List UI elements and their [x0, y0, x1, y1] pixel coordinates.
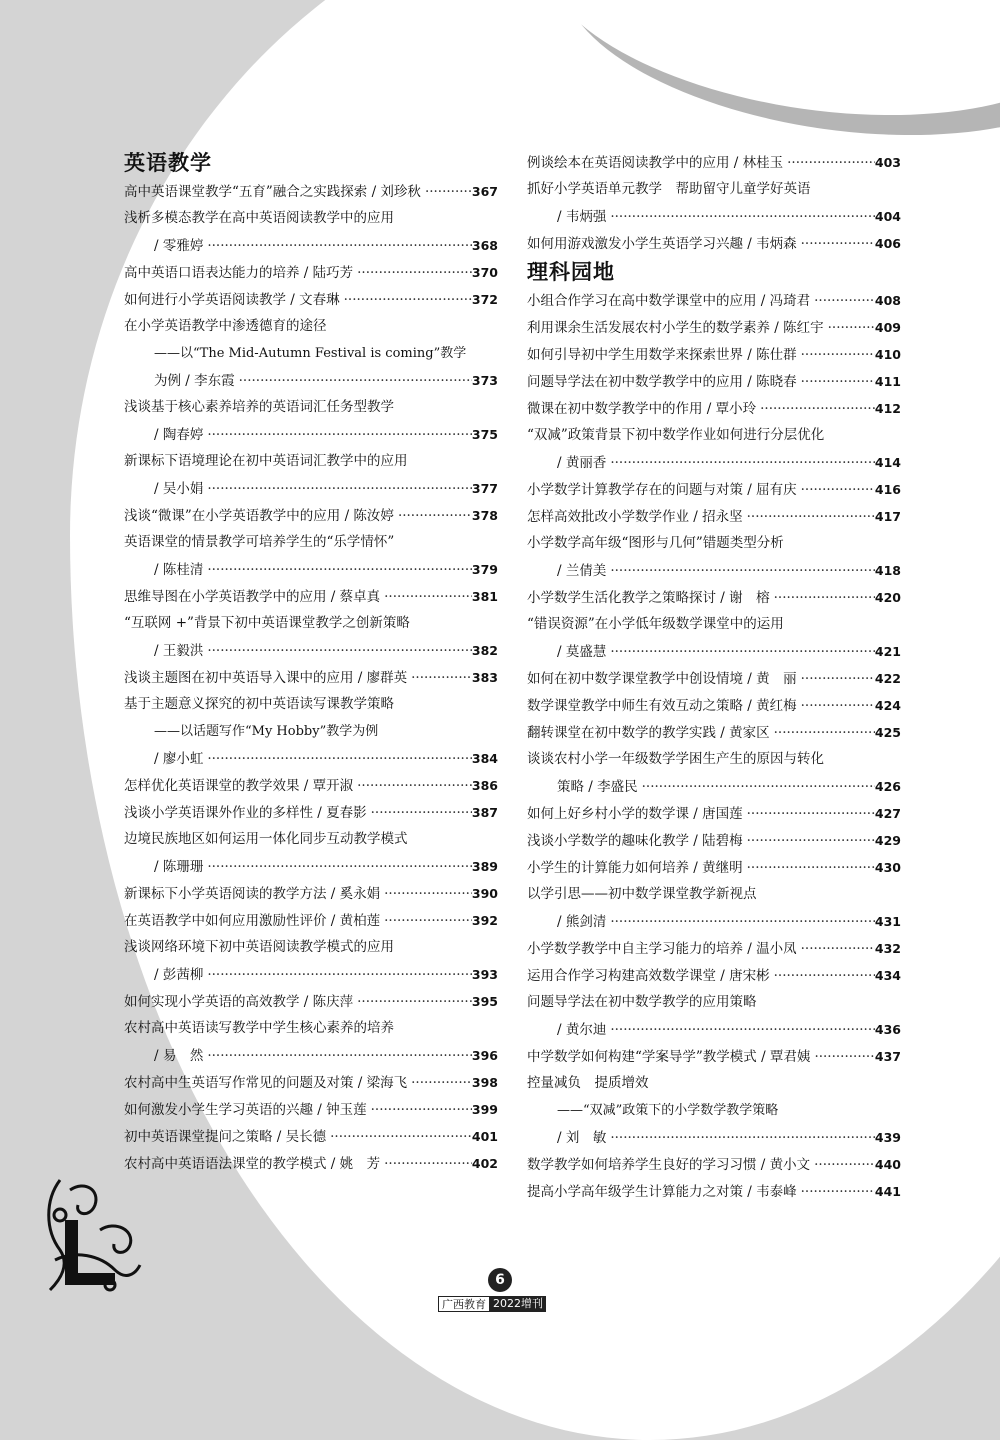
toc-page-number: 425	[874, 725, 901, 740]
toc-page-number: 408	[874, 293, 901, 308]
toc-entry	[124, 1096, 498, 1123]
toc-entry-author: / 兰倩美	[557, 563, 607, 579]
toc-entry-title: 小学数学计算教学存在的问题与对策 / 屈有庆	[527, 482, 797, 498]
toc-entry	[124, 988, 498, 1015]
corner-ornament-icon	[40, 1170, 150, 1300]
toc-entry-title: 浅析多模态教学在高中英语阅读教学中的应用	[124, 210, 394, 226]
dot-leader	[380, 881, 472, 908]
dot-leader	[380, 908, 472, 935]
toc-entry-title: 思维导图在小学英语教学中的应用 / 蔡卓真	[124, 589, 381, 605]
toc-entry	[124, 664, 498, 691]
dot-leader	[235, 368, 472, 395]
dot-leader	[810, 1044, 874, 1071]
toc-entry-title: 基于主题意义探究的初中英语读写课教学策略	[124, 696, 394, 712]
toc-entry-title: 浅谈小学英语课外作业的多样性 / 夏春影	[124, 805, 367, 821]
toc-entry	[527, 314, 901, 341]
toc-page-number: 414	[874, 455, 901, 470]
dot-leader	[203, 854, 472, 881]
toc-subtitle: ——“双减”政策下的小学数学教学策略	[557, 1103, 779, 1118]
dot-leader	[407, 1070, 472, 1097]
dot-leader	[353, 773, 472, 800]
dot-leader	[367, 800, 472, 827]
toc-entry	[124, 367, 498, 394]
dot-leader	[353, 260, 472, 287]
toc-entry-author: / 陶春婷	[154, 427, 204, 443]
toc-entry	[527, 230, 901, 257]
toc-entry	[124, 1150, 498, 1177]
toc-page-number: 367	[471, 184, 498, 199]
toc-entry	[527, 368, 901, 395]
toc-entry-author: / 零雅婷	[154, 238, 204, 254]
toc-page-number: 411	[874, 374, 901, 389]
dot-leader	[797, 369, 875, 396]
toc-entry	[124, 286, 498, 313]
toc-page-number: 426	[874, 779, 901, 794]
toc-entry-title: 浅谈网络环境下初中英语阅读教学模式的应用	[124, 939, 394, 955]
toc-entry	[527, 719, 901, 746]
dot-leader	[380, 584, 472, 611]
toc-left-column	[124, 148, 498, 1177]
toc-entry	[527, 827, 901, 854]
toc-entry-title: 边境民族地区如何运用一体化同步互动教学模式	[124, 831, 408, 847]
toc-entry-title: 农村高中生英语写作常见的问题及对策 / 梁海飞	[124, 1075, 408, 1091]
dot-leader	[783, 150, 875, 177]
dot-leader	[824, 315, 875, 342]
toc-entry-title: 如何上好乡村小学的数学课 / 唐国莲	[527, 806, 743, 822]
toc-entry	[124, 502, 498, 529]
toc-entry-title: 微课在初中数学教学中的作用 / 覃小玲	[527, 401, 757, 417]
toc-entry	[124, 259, 498, 286]
toc-page-number: 420	[874, 590, 901, 605]
toc-entry	[527, 449, 901, 476]
toc-entry-author: / 黄丽香	[557, 455, 607, 471]
journal-name: 广西教育	[438, 1296, 490, 1312]
toc-entry	[527, 584, 901, 611]
toc-entry	[527, 287, 901, 314]
toc-page-number: 398	[471, 1075, 498, 1090]
toc-page-number: 441	[874, 1184, 901, 1199]
toc-entry	[124, 232, 498, 259]
dot-leader	[606, 1017, 875, 1044]
dot-leader	[326, 1124, 472, 1151]
toc-page-number: 379	[471, 562, 498, 577]
toc-entry-title: 小学生的计算能力如何培养 / 黄继明	[527, 860, 743, 876]
toc-page-number: 406	[874, 236, 901, 251]
toc-page-number: 390	[471, 886, 498, 901]
toc-entry-title: 抓好小学英语单元教学 帮助留守儿童学好英语	[527, 181, 811, 197]
toc-entry-title: 谈谈农村小学一年级数学学困生产生的原因与转化	[527, 751, 824, 767]
toc-entry-author: / 熊剑清	[557, 914, 607, 930]
toc-page-number: 378	[471, 508, 498, 523]
dot-leader	[797, 693, 875, 720]
dot-leader	[797, 1179, 875, 1206]
toc-page-number: 437	[874, 1049, 901, 1064]
toc-entry	[124, 637, 498, 664]
toc-entry	[124, 880, 498, 907]
dot-leader	[797, 342, 875, 369]
dot-leader	[353, 989, 472, 1016]
section-title-english: 英语教学	[124, 151, 212, 175]
toc-page-number: 402	[471, 1156, 498, 1171]
toc-entry	[527, 395, 901, 422]
toc-page-number: 434	[874, 968, 901, 983]
toc-page-number: 381	[471, 589, 498, 604]
toc-entry-title: 初中英语课堂提问之策略 / 吴长德	[124, 1129, 327, 1145]
section-title-science: 理科园地	[527, 260, 615, 284]
toc-page-number: 372	[471, 292, 498, 307]
journal-footer	[438, 1296, 546, 1312]
toc-page-number: 429	[874, 833, 901, 848]
dot-leader	[743, 504, 875, 531]
toc-page-number: 439	[874, 1130, 901, 1145]
toc-entry-title: 怎样高效批改小学数学作业 / 招永坚	[527, 509, 743, 525]
toc-page-number: 382	[471, 643, 498, 658]
dot-leader	[203, 476, 472, 503]
toc-page-number: 404	[874, 209, 901, 224]
dot-leader	[810, 1152, 875, 1179]
toc-entry-title: 控量减负 提质增效	[527, 1075, 649, 1091]
toc-page-number: 396	[471, 1048, 498, 1063]
toc-entry	[527, 476, 901, 503]
toc-entry-author: 为例 / 李东霞	[154, 373, 235, 389]
toc-entry-title: 新课标下语境理论在初中英语词汇教学中的应用	[124, 453, 408, 469]
toc-entry-title: 翻转课堂在初中数学的教学实践 / 黄家区	[527, 725, 770, 741]
toc-entry	[527, 773, 901, 800]
page-number: 6	[488, 1268, 512, 1292]
toc-entry-author: / 廖小虹	[154, 751, 204, 767]
toc-entry	[527, 1124, 901, 1151]
toc-entry-author: / 韦炳强	[557, 209, 607, 225]
dot-leader	[743, 801, 875, 828]
toc-entry-title: 如何在初中数学课堂教学中创设情境 / 黄 丽	[527, 671, 797, 687]
toc-entry	[124, 907, 498, 934]
toc-entry	[527, 800, 901, 827]
toc-page-number: 431	[874, 914, 901, 929]
toc-entry-title: 浅谈主题图在初中英语导入课中的应用 / 廖群英	[124, 670, 408, 686]
toc-entry-title: 数学教学如何培养学生良好的学习习惯 / 黄小文	[527, 1157, 811, 1173]
toc-page-number: 370	[471, 265, 498, 280]
dot-leader	[394, 503, 472, 530]
toc-entry-author: / 易 然	[154, 1048, 204, 1064]
dot-leader	[203, 557, 472, 584]
toc-entry	[527, 1178, 901, 1205]
toc-entry-author: / 莫盛慧	[557, 644, 607, 660]
toc-page-number: 395	[471, 994, 498, 1009]
toc-subtitle: ——以“The Mid-Autumn Festival is coming”教学	[154, 346, 467, 361]
toc-entry	[527, 692, 901, 719]
toc-entry-title: 农村高中英语读写教学中学生核心素养的培养	[124, 1020, 394, 1036]
dot-leader	[203, 233, 472, 260]
toc-page-number: 387	[471, 805, 498, 820]
toc-entry-title: 以学引思——初中数学课堂教学新视点	[527, 886, 757, 902]
dot-leader	[606, 204, 875, 231]
dot-leader	[203, 422, 472, 449]
dot-leader	[407, 665, 472, 692]
toc-entry	[124, 745, 498, 772]
toc-page-number: 386	[471, 778, 498, 793]
toc-entry	[124, 961, 498, 988]
toc-entry-author: / 刘 敏	[557, 1130, 607, 1146]
dot-leader	[770, 585, 875, 612]
toc-entry-title: 数学课堂教学中师生有效互动之策略 / 黄红梅	[527, 698, 797, 714]
toc-entry-title: 浅谈基于核心素养培养的英语词汇任务型教学	[124, 399, 394, 415]
toc-page-number: 436	[874, 1022, 901, 1037]
toc-entry-title: 如何用游戏激发小学生英语学习兴趣 / 韦炳森	[527, 236, 797, 252]
toc-entry-title: 例谈绘本在英语阅读教学中的应用 / 林桂玉	[527, 155, 784, 171]
toc-entry	[527, 962, 901, 989]
toc-entry	[527, 854, 901, 881]
toc-entry-title: 怎样优化英语课堂的教学效果 / 覃开淑	[124, 778, 354, 794]
toc-page-number: 368	[471, 238, 498, 253]
toc-entries-left	[124, 178, 498, 1177]
dot-leader	[606, 639, 875, 666]
toc-entry-title: 在小学英语教学中渗透德育的途径	[124, 318, 327, 334]
toc-entry-title: 如何激发小学生学习英语的兴趣 / 钟玉莲	[124, 1102, 367, 1118]
toc-entry	[527, 1016, 901, 1043]
toc-entry-title: “互联网 +”背景下初中英语课堂教学之创新策略	[124, 615, 410, 631]
toc-entry	[124, 1069, 498, 1096]
toc-entry-title: 新课标下小学英语阅读的教学方法 / 奚永娟	[124, 886, 381, 902]
toc-entry	[527, 1043, 901, 1070]
toc-entry-title: 运用合作学习构建高效数学课堂 / 唐宋彬	[527, 968, 770, 984]
toc-page-number: 373	[471, 373, 498, 388]
toc-page-number: 375	[471, 427, 498, 442]
dot-leader	[797, 477, 875, 504]
toc-page-number: 427	[874, 806, 901, 821]
toc-entry-title: 农村高中英语语法课堂的教学模式 / 姚 芳	[124, 1156, 381, 1172]
toc-entry	[124, 799, 498, 826]
toc-entry-title: 在英语教学中如何应用激励性评价 / 黄柏莲	[124, 913, 381, 929]
toc-entry	[124, 421, 498, 448]
dot-leader	[203, 638, 472, 665]
dot-leader	[606, 558, 875, 585]
toc-entry	[124, 556, 498, 583]
toc-page-number: 399	[471, 1102, 498, 1117]
dot-leader	[606, 909, 875, 936]
toc-entry-title: 如何进行小学英语阅读教学 / 文春琳	[124, 292, 340, 308]
toc-page-number: 417	[874, 509, 901, 524]
toc-page-number: 389	[471, 859, 498, 874]
toc-page-number: 409	[874, 320, 901, 335]
toc-entry-author: / 黄尔迪	[557, 1022, 607, 1038]
toc-entry-title: 利用课余生活发展农村小学生的数学素养 / 陈红宇	[527, 320, 824, 336]
toc-entry-title: 浅谈小学数学的趣味化教学 / 陆碧梅	[527, 833, 743, 849]
toc-entry-author: / 王毅洪	[154, 643, 204, 659]
toc-page-number: 410	[874, 347, 901, 362]
toc-page-number: 403	[874, 155, 901, 170]
toc-entry-title: 如何实现小学英语的高效教学 / 陈庆萍	[124, 994, 354, 1010]
toc-entry	[124, 1123, 498, 1150]
toc-page-number: 383	[471, 670, 498, 685]
dot-leader	[743, 828, 875, 855]
toc-page-number: 384	[471, 751, 498, 766]
toc-entry	[527, 935, 901, 962]
dot-leader	[340, 287, 472, 314]
toc-entry	[124, 178, 498, 205]
toc-page-number: 430	[874, 860, 901, 875]
dot-leader	[743, 855, 875, 882]
toc-page-number: 412	[874, 401, 901, 416]
toc-entry-title: 小组合作学习在高中数学课堂中的应用 / 冯琦君	[527, 293, 811, 309]
toc-entry-title: 小学数学教学中自主学习能力的培养 / 温小凤	[527, 941, 797, 957]
dot-leader	[203, 962, 472, 989]
toc-page-number: 416	[874, 482, 901, 497]
toc-entry-title: 问题导学法在初中数学教学中的应用 / 陈晓春	[527, 374, 797, 390]
dot-leader	[797, 666, 875, 693]
toc-entry-title: 高中英语课堂教学“五育”融合之实践探索 / 刘珍秋	[124, 184, 421, 200]
dot-leader	[810, 288, 875, 315]
toc-entry	[124, 583, 498, 610]
toc-entry-title: 英语课堂的情景教学可培养学生的“乐学情怀”	[124, 534, 395, 550]
dot-leader	[606, 1125, 875, 1152]
toc-entry	[527, 1151, 901, 1178]
toc-entry-author: / 陈桂清	[154, 562, 204, 578]
toc-page-number: 421	[874, 644, 901, 659]
toc-page-number: 424	[874, 698, 901, 713]
toc-entry-author: / 彭茜柳	[154, 967, 204, 983]
toc-entry	[124, 1042, 498, 1069]
dot-leader	[770, 720, 875, 747]
toc-entry	[124, 772, 498, 799]
toc-entry	[527, 149, 901, 176]
toc-subtitle: ——以话题写作“My Hobby”教学为例	[154, 724, 379, 739]
toc-page-number: 401	[471, 1129, 498, 1144]
dot-leader	[770, 963, 875, 990]
toc-entry-title: 中学数学如何构建“学案导学”教学模式 / 覃君姨	[527, 1049, 811, 1065]
toc-page-number: 422	[874, 671, 901, 686]
dot-leader	[638, 774, 875, 801]
toc-page-number: 392	[471, 913, 498, 928]
toc-entry-title: 小学数学生活化教学之策略探讨 / 谢 榕	[527, 590, 770, 606]
dot-leader	[380, 1151, 472, 1178]
toc-entry	[527, 557, 901, 584]
toc-entry-author: 策略 / 李盛民	[557, 779, 638, 795]
toc-entry	[124, 475, 498, 502]
toc-page-number: 418	[874, 563, 901, 578]
toc-page-number: 432	[874, 941, 901, 956]
toc-entry	[527, 638, 901, 665]
toc-entry	[124, 853, 498, 880]
toc-entries-right-top	[527, 149, 901, 257]
journal-issue: 2022增刊	[490, 1296, 546, 1312]
toc-entry-author: / 吴小娟	[154, 481, 204, 497]
toc-entry-title: 如何引导初中学生用数学来探索世界 / 陈仕群	[527, 347, 797, 363]
toc-entry-title: “双减”政策背景下初中数学作业如何进行分层优化	[527, 427, 825, 443]
toc-entry-title: 问题导学法在初中数学教学的应用策略	[527, 994, 757, 1010]
dot-leader	[367, 1097, 472, 1124]
toc-entry-title: 高中英语口语表达能力的培养 / 陆巧芳	[124, 265, 354, 281]
dot-leader	[421, 179, 472, 206]
toc-entry-title: 提高小学高年级学生计算能力之对策 / 韦泰峰	[527, 1184, 797, 1200]
toc-entry	[527, 203, 901, 230]
toc-entries-right	[527, 287, 901, 1205]
dot-leader	[606, 450, 875, 477]
toc-entry-author: / 陈珊珊	[154, 859, 204, 875]
toc-entry	[527, 503, 901, 530]
dot-leader	[203, 1043, 472, 1070]
toc-entry-title: 小学数学高年级“图形与几何”错题类型分析	[527, 535, 784, 551]
toc-entry-title: 浅谈“微课”在小学英语教学中的应用 / 陈汝婷	[124, 508, 394, 524]
toc-page-number: 377	[471, 481, 498, 496]
dot-leader	[203, 746, 472, 773]
toc-entry-title: “错误资源”在小学低年级数学课堂中的运用	[527, 616, 784, 632]
toc-right-column	[527, 149, 901, 1205]
toc-entry	[527, 908, 901, 935]
toc-entry	[527, 665, 901, 692]
toc-page-number: 393	[471, 967, 498, 982]
dot-leader	[797, 936, 875, 963]
toc-page-number: 440	[874, 1157, 901, 1172]
dot-leader	[756, 396, 875, 423]
toc-entry	[527, 341, 901, 368]
dot-leader	[797, 231, 875, 258]
